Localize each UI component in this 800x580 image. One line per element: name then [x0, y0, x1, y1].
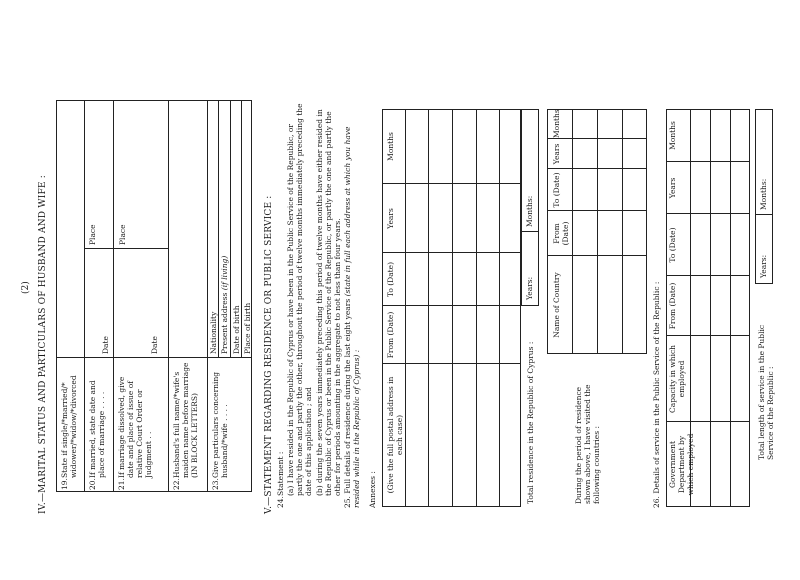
page-number: (2): [21, 281, 31, 294]
spouse-dob-label: Date of birth: [232, 305, 241, 354]
visit-col-to: To (Date): [552, 172, 561, 208]
total-residence-months: Months:: [525, 195, 534, 227]
q24-number: 24.: [276, 496, 285, 508]
q23-number: 23.: [211, 478, 220, 490]
q25-text: 25. Full details of residence during the last eight years (state in full each address at which you have resided while in the Republic of Cyprus) :: [343, 126, 361, 508]
q21-date-label: Date: [150, 336, 159, 354]
total-residence-years: Years:: [525, 276, 534, 300]
section-5-heading: V.—STATEMENT REGARDING RESIDENCE OR PUBLIC SERVICE :: [264, 195, 274, 514]
q22-text: Husband's full name/*wife's maiden name before marriage (IN BLOCK LETTERS): [172, 362, 199, 478]
statement-a: (a) I have resided in the Republic of Cyprus or have been in the Public Service of the Republic, or partly the one and partly the other, throughout the period of twelve months immediately preceding the date of this application ; and: [286, 103, 313, 496]
spouse-address-label: Present address (if living): [220, 255, 229, 354]
q21-number: 21.: [117, 478, 126, 490]
q20-number: 20.: [88, 478, 97, 490]
visit-col-from: From (Date): [552, 221, 570, 246]
service-col-department: Government Department by which employed: [668, 433, 695, 496]
service-col-months: Months: [668, 121, 677, 150]
q21-place-label: Place: [118, 224, 127, 245]
visited-countries-text: During the period of residence shown above, I have visited the following countries :: [574, 384, 601, 504]
res-col-months: Months: [386, 132, 395, 161]
annexes-label: Annexes :: [368, 471, 377, 508]
visit-col-country: Name of Country: [552, 272, 561, 338]
total-service-months: Months:: [759, 178, 768, 210]
q19-text: State if single/*married/* widower/*widow/*divorced: [60, 375, 78, 478]
service-col-from: From (Date): [668, 282, 677, 330]
statement-b: (b) during the seven years immediately preceding this period of twelve months have either resided in the Republic of Cyprus or been in the Public Service of the Republic, or partly the one and partly the other for periods amounting in the aggregate to not less than four years.: [315, 109, 342, 496]
spouse-nationality-label: Nationality: [209, 311, 218, 354]
visit-col-years: Years: [552, 143, 561, 165]
q20-place-label: Place: [88, 224, 97, 245]
total-residence-label: Total residence in the Republic of Cyprus :: [526, 341, 535, 504]
q22-number: 22.: [172, 478, 181, 490]
q26-text: 26. Details of service in the Public Service of the Republic :: [652, 281, 661, 508]
q23-text: Give particulars concerning husband/*wife . . . .: [211, 371, 229, 478]
spouse-pob-label: Place of birth: [243, 302, 252, 354]
service-col-years: Years: [668, 177, 677, 199]
q20-text: If married, state date and place of marriage . . . .: [88, 380, 106, 478]
res-col-to: To (Date): [386, 261, 395, 298]
q20-date-label: Date: [101, 336, 110, 354]
q19-number: 19.: [60, 478, 69, 490]
q21-text: If marriage dissolved, give date and place of issue of relative Court Order or Judgment . .: [117, 376, 153, 478]
total-service-label: Total length of service in the Public Service of the Republic :: [757, 324, 775, 460]
section-4-heading: IV.—MARITAL STATUS AND PARTICULARS OF HUSBAND AND WIFE :: [38, 175, 48, 514]
total-service-years: Years:: [759, 254, 768, 278]
marital-answer-divider: [56, 357, 252, 358]
service-col-to: To (Date): [668, 227, 677, 263]
visit-col-months: Months: [552, 109, 561, 138]
res-col-years: Years: [386, 208, 395, 229]
service-col-capacity: Capacity in which employed: [668, 345, 686, 414]
res-col-address: (Give the full postal address in each case): [386, 376, 404, 494]
q24-intro: Statement :: [276, 451, 285, 496]
res-col-from: From (Date): [386, 311, 395, 359]
